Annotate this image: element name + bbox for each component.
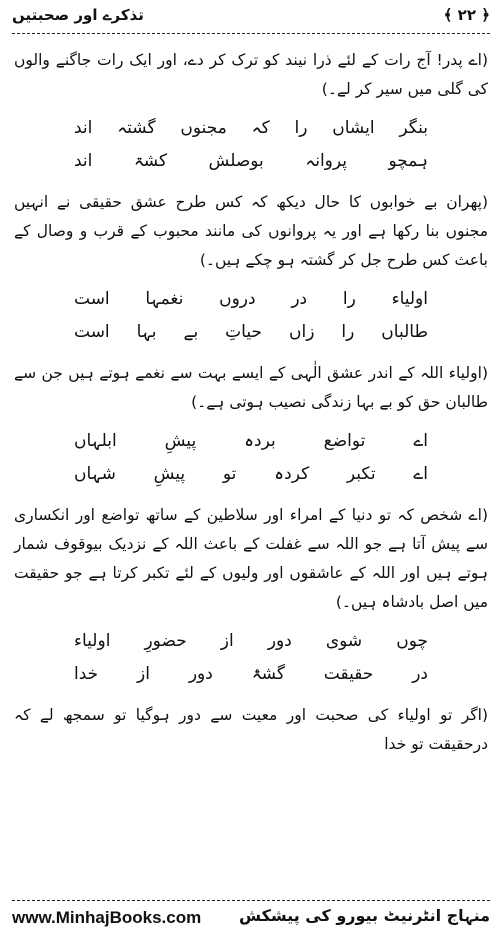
persian-couplet (14, 425, 488, 491)
website-link[interactable]: www.MinhajBooks.com (12, 908, 202, 927)
verse-line: اے تکبر کردہ تو پیشِ شہاں (74, 464, 428, 484)
header-divider (12, 33, 490, 34)
publisher-credit: منہاج انٹرنیٹ بیورو کی پیشکش (238, 906, 490, 925)
translation-paragraph: (اولیاء اللہ کے اندر عشق الٰہی کے ایسے بہت سے نغمے ہوتے ہیں جن سے طالبان حق کو بے بہا زندگی نصیب ہوتی ہے۔) (14, 364, 488, 411)
translation-paragraph: (پھران بے خوابوں کا حال دیکھ کہ کس طرح عشق حقیقی نے انہیں مجنوں بنا رکھا ہے اور یہ پروانوں کی مانند محبوب کے قرب و وصال کے باعث کس طرح جل کر گشتہ ہو چکے ہیں۔) (14, 193, 488, 269)
translation-paragraph: (اے شخص کہ تو دنیا کے امراء اور سلاطین کے ساتھ تواضع اور انکساری سے پیش آتا ہے جو اللہ سے غفلت کے باعث اللہ کے نزدیک بیوقوف شمار ہوتے ہیں اور اللہ کے عاشقوں اور ولیوں کے لئے تکبر کرتا ہے جو حقیقت میں اصل بادشاہ ہیں۔) (14, 506, 488, 611)
verse-line: طالباں را زاں حیاتِ بے بہا است (74, 322, 428, 342)
verse-line: چوں شوی دور از حضورِ اولیاء (74, 631, 428, 651)
translation-paragraph: (اگر تو اولیاء کی صحبت اور معیت سے دور ہوگیا تو سمجھ لے کہ درحقیقت تو خدا (14, 706, 488, 753)
book-title: تذکرے اور صحبتیں (12, 6, 144, 24)
translation-paragraph: (اے پدر! آج رات کے لئے ذرا نیند کو ترک کر دے، اور ایک رات جاگنے والوں کی گلی میں سیر کر لے۔) (14, 51, 488, 98)
verse-line: ہمچو پروانہ بوصلش کشۃ اند (74, 151, 428, 171)
persian-couplet (14, 283, 488, 349)
footer-divider (12, 900, 490, 901)
persian-couplet (14, 112, 488, 178)
verse-line: بنگر ایشاں را کہ مجنوں گشتہ اند (74, 118, 428, 138)
page-body (14, 46, 488, 765)
page-footer (12, 906, 490, 932)
persian-couplet (14, 625, 488, 691)
verse-line: اے تواضع بردہ پیشِ ابلہاں (74, 431, 428, 451)
page-number: ﴿ ۲۲ ﴾ (443, 6, 490, 24)
page-header (12, 6, 490, 30)
verse-line: در حقیقت گشۃٔ دور از خدا (74, 664, 428, 684)
verse-line: اولیاء را در دروں نغمہا است (74, 289, 428, 309)
